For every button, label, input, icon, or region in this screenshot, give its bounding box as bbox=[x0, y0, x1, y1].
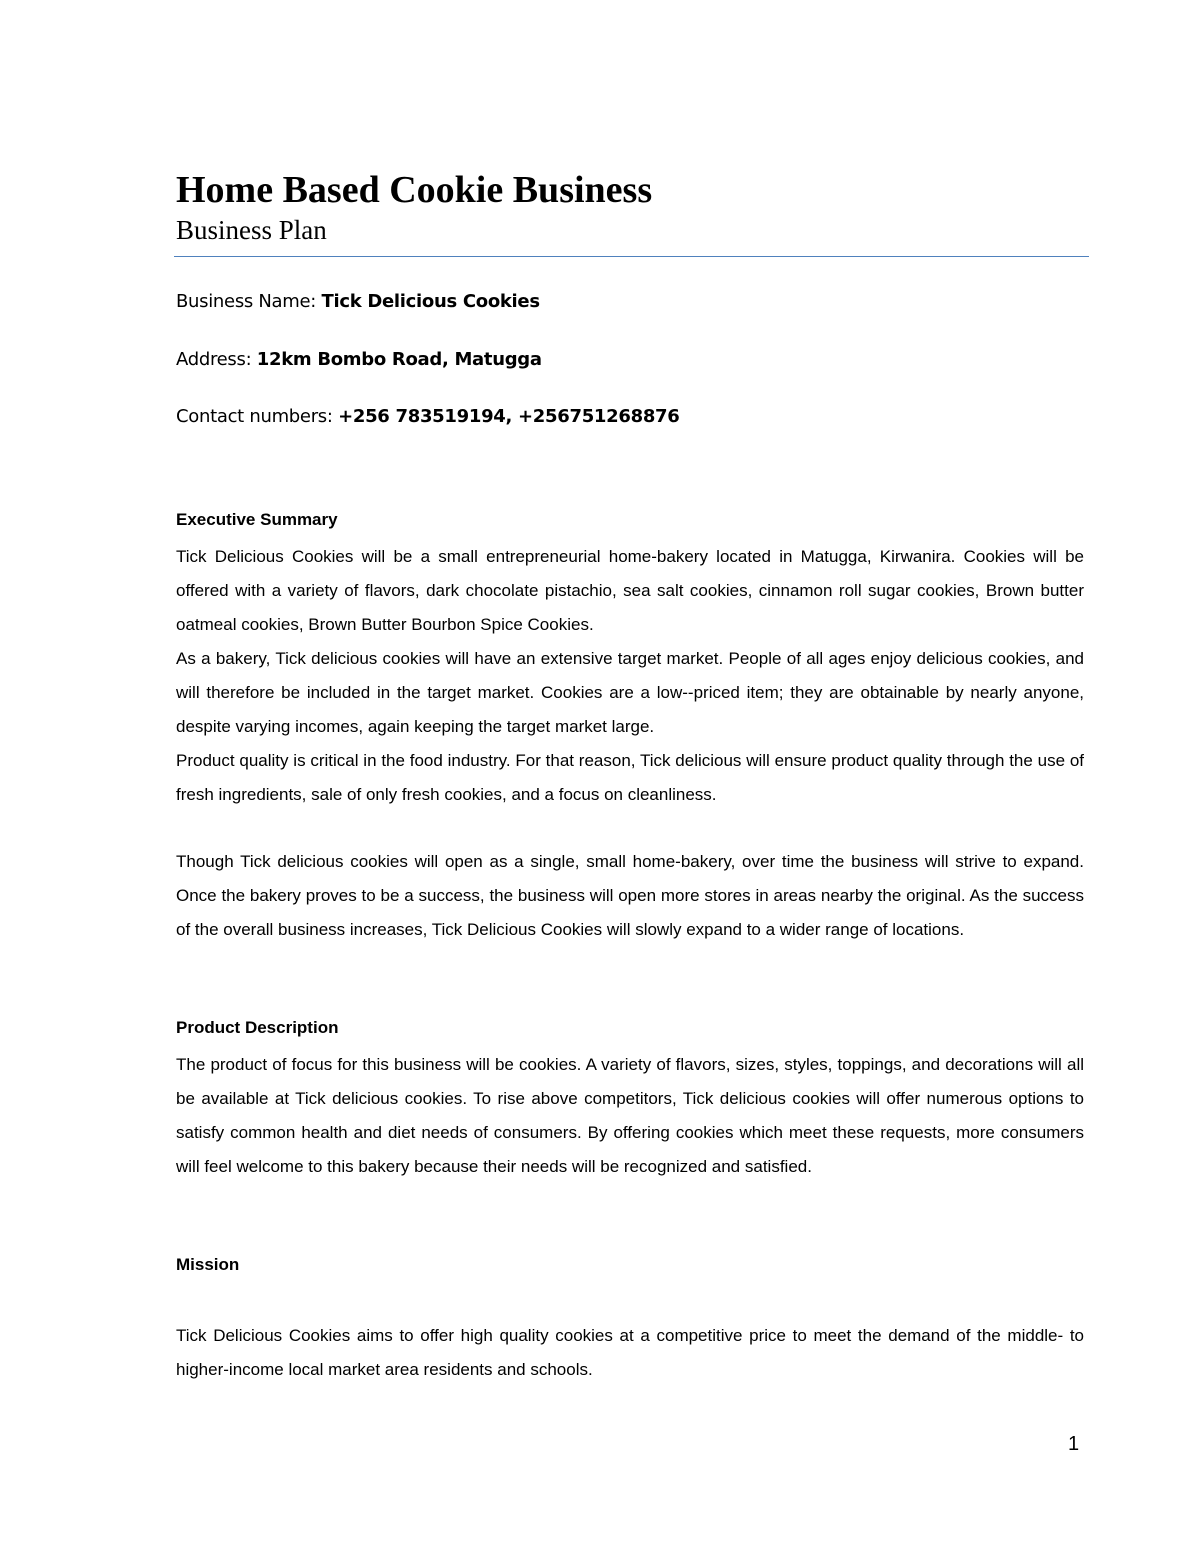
executive-summary-paragraph-4: Though Tick delicious cookies will open as a single, small home-bakery, over time the business will strive to expand. Once the bakery proves to be a success, the business will open more stores in areas nearby the original. As the success of the overall business increases, Tick Delicious Cookies will slowly expand to a wider range of locations. bbox=[176, 852, 1084, 939]
product-description-heading: Product Description bbox=[176, 1018, 339, 1037]
document-title: Home Based Cookie Business bbox=[176, 169, 653, 211]
contact-value: +256 783519194, +256751268876 bbox=[338, 406, 680, 427]
business-name-label: Business Name: bbox=[176, 291, 322, 312]
contact-label: Contact numbers: bbox=[176, 406, 339, 427]
mission-paragraph: Tick Delicious Cookies aims to offer high quality cookies at a competitive price to meet the demand of the middle- to higher-income local market area residents and schools. bbox=[176, 1326, 1084, 1379]
document-subtitle: Business Plan bbox=[176, 215, 327, 245]
address-line bbox=[176, 347, 542, 373]
executive-summary-paragraph-3: Product quality is critical in the food industry. For that reason, Tick delicious will ensure product quality through the use of fresh ingredients, sale of only fresh cookies, and a focus on cleanliness. bbox=[176, 751, 1084, 804]
business-name-value: Tick Delicious Cookies bbox=[321, 291, 540, 312]
contact-line bbox=[176, 404, 680, 430]
executive-summary-paragraph-1: Tick Delicious Cookies will be a small entrepreneurial home-bakery located in Matugga, Kirwanira. Cookies will be offered with a variety of flavors, dark chocolate pistachio, sea salt cookies, cinnamon roll sugar cookies, Brown butter oatmeal cookies, Brown Butter Bourbon Spice Cookies. bbox=[176, 547, 1084, 634]
address-label: Address: bbox=[176, 349, 257, 370]
title-divider bbox=[174, 256, 1089, 257]
page-number: 1 bbox=[1068, 1433, 1080, 1455]
address-value: 12km Bombo Road, Matugga bbox=[256, 349, 542, 370]
mission-heading: Mission bbox=[176, 1255, 240, 1274]
executive-summary-heading: Executive Summary bbox=[176, 510, 338, 529]
executive-summary-paragraph-2: As a bakery, Tick delicious cookies will have an extensive target market. People of all ages enjoy delicious cookies, and will therefore be included in the target market. Cookies are a low--priced item; they are obtainable by nearly anyone, despite varying incomes, again keeping the target market large. bbox=[176, 649, 1084, 736]
product-description-paragraph: The product of focus for this business will be cookies. A variety of flavors, sizes, styles, toppings, and decorations will all be available at Tick delicious cookies. To rise above competitors, Tick delicious cookies will offer numerous options to satisfy common health and diet needs of consumers. By offering cookies which meet these requests, more consumers will feel welcome to this bakery because their needs will be recognized and satisfied. bbox=[176, 1055, 1084, 1176]
business-name-line bbox=[176, 289, 540, 315]
